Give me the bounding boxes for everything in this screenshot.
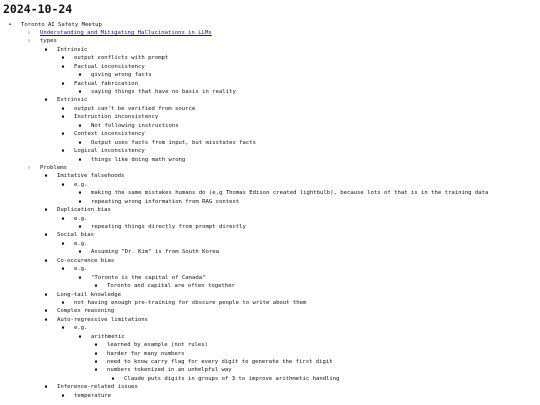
outline-item	[0, 265, 540, 273]
outline-item	[0, 248, 540, 256]
bullet-icon	[43, 383, 49, 391]
bullet-icon	[60, 299, 66, 307]
bullet-icon	[77, 71, 83, 79]
outline-item	[0, 198, 540, 206]
outline-item	[0, 350, 540, 358]
outline-text: Instruction inconsistency	[74, 114, 159, 121]
bullet-icon	[43, 316, 49, 324]
outline-item	[0, 164, 540, 172]
outline-text: making the same mistakes humans do (e.g Thomas Edison created lightbulb), because lots of that is in the training data	[91, 190, 489, 197]
outline-text: "Toronto is the capital of Canada"	[91, 274, 206, 281]
outline-text: Logical inconsistency	[74, 148, 145, 155]
bullet-icon	[93, 282, 99, 290]
bullet-icon	[93, 341, 99, 349]
outline-text: temperature	[74, 392, 112, 399]
outline-item	[0, 96, 540, 104]
outline-item	[0, 358, 540, 366]
bullet-icon	[43, 46, 49, 54]
bullet-icon	[43, 172, 49, 180]
outline-text: Output uses facts from input, but misstates facts	[91, 139, 257, 146]
bullet-icon	[60, 147, 66, 155]
outline-text: output can't be verified from source	[74, 105, 196, 112]
outline-text: output conflicts with prompt	[74, 55, 169, 62]
outline-item	[0, 113, 540, 121]
outline-text: Intrinsic	[57, 46, 88, 53]
outline-text: things like doing math wrong	[91, 156, 186, 163]
outline-item	[0, 46, 540, 54]
outline-item	[0, 274, 540, 282]
bullet-icon	[77, 248, 83, 256]
outline-text: Auto-regressive limitations	[57, 316, 148, 323]
bullet-icon	[60, 54, 66, 62]
outline-item	[0, 71, 540, 79]
outline-item	[0, 105, 540, 113]
outline-text: Toronto AI Safety Meetup	[21, 21, 102, 28]
outline-item	[0, 189, 540, 197]
bullet-icon	[77, 198, 83, 206]
bullet-icon	[77, 223, 83, 231]
bullet-icon	[77, 274, 83, 282]
outline-text: saying things that have no basis in reality	[91, 89, 236, 95]
outline-text: Assuming "Dr. Kim" is from South Korea	[91, 249, 219, 256]
outline-item	[0, 206, 540, 214]
outline-item	[0, 307, 540, 315]
outline-item	[0, 375, 540, 383]
outline-text: numbers tokenized in an unhelpful way	[107, 367, 232, 374]
bullet-icon	[60, 324, 66, 332]
bullet-icon	[77, 189, 83, 197]
outline-item	[0, 54, 540, 62]
outline-item	[0, 181, 540, 189]
bullet-icon	[60, 240, 66, 248]
outline-item	[0, 223, 540, 231]
outline-item	[0, 29, 540, 37]
bullet-icon	[60, 215, 66, 223]
bullet-icon	[60, 130, 66, 138]
outline-item	[0, 156, 540, 164]
bullet-icon	[93, 366, 99, 374]
outline-item	[0, 37, 540, 45]
outline-item	[0, 139, 540, 147]
bullet-icon	[77, 333, 83, 341]
outline-text: Duplication bias	[57, 207, 111, 214]
outline-text: Toronto and capital are often together	[107, 283, 235, 290]
bullet-icon	[60, 392, 66, 400]
bullet-icon	[43, 96, 49, 104]
outline-item	[0, 341, 540, 349]
outline-text: repeating wrong information from RAG context	[91, 198, 240, 205]
outline-text: e.g.	[74, 240, 88, 247]
outline-item	[0, 63, 540, 71]
outline-text: Complex reasoning	[57, 308, 115, 315]
outline-item	[0, 366, 540, 374]
outline-text: e.g.	[74, 215, 88, 222]
outline-text: giving wrong facts	[91, 72, 152, 79]
outline-text: Problems	[40, 164, 67, 171]
bullet-icon	[43, 257, 49, 265]
outline-item	[0, 130, 540, 138]
outline-item	[0, 122, 540, 130]
bullet-icon	[43, 231, 49, 239]
outline-text: Long-tail knowledge	[57, 291, 121, 298]
bullet-icon	[60, 80, 66, 88]
bullet-icon	[43, 206, 49, 214]
outline-text: not having enough pre-training for obscure people to write about them	[74, 299, 307, 306]
outline-text: Factual inconsistency	[74, 63, 145, 70]
outline-list	[0, 21, 540, 401]
outline-text: types	[40, 38, 57, 45]
outline-text: Context inconsistency	[74, 131, 145, 138]
outline-text: need to know carry flag for every digit to generate the first digit	[107, 359, 333, 365]
outline-item	[0, 324, 540, 332]
outline-text: Inference-related issues	[57, 384, 138, 391]
outline-item	[0, 291, 540, 299]
outline-text: Factual fabrication	[74, 80, 138, 87]
outline-item	[0, 80, 540, 88]
page-title: 2024-10-24	[3, 2, 73, 16]
bullet-icon	[93, 350, 99, 358]
bullet-icon	[43, 291, 49, 299]
outline-text: Claude puts digits in groups of 3 to improve arithmetic handling	[124, 375, 340, 382]
bullet-icon	[60, 105, 66, 113]
outline-item	[0, 383, 540, 391]
outline-link[interactable]: Understanding and Mitigating Hallucinations in LLMs	[40, 29, 212, 36]
bullet-icon	[77, 156, 83, 164]
outline-item	[0, 172, 540, 180]
outline-text: Co-occurence bias	[57, 257, 115, 264]
outline-text: repeating things directly from prompt directly	[91, 224, 246, 230]
outline-text: learned by example (not rules)	[107, 342, 209, 349]
bullet-icon	[43, 307, 49, 315]
bullet-icon	[7, 21, 13, 29]
bullet-icon	[110, 375, 116, 383]
bullet-icon	[77, 122, 83, 130]
outline-item	[0, 215, 540, 223]
outline-text: Social bias	[57, 232, 95, 239]
outline-text: harder for many numbers	[107, 350, 185, 357]
outline-item	[0, 88, 540, 96]
outline-item	[0, 231, 540, 239]
bullet-icon	[60, 181, 66, 189]
bullet-icon	[60, 113, 66, 121]
outline-item	[0, 240, 540, 248]
bullet-icon	[77, 88, 83, 96]
outline-item	[0, 333, 540, 341]
bullet-icon	[93, 358, 99, 366]
outline-item	[0, 21, 540, 29]
outline-text: e.g.	[74, 266, 88, 273]
bullet-icon	[60, 63, 66, 71]
outline-item	[0, 282, 540, 290]
outline-item	[0, 316, 540, 324]
outline-text: Not following instructions	[91, 122, 179, 129]
outline-text: arithmetic	[91, 333, 125, 340]
bullet-icon	[60, 265, 66, 273]
outline-item	[0, 147, 540, 155]
outline-text: e.g.	[74, 325, 88, 332]
outline-item	[0, 392, 540, 400]
outline-text: Imitative falsehoods	[57, 173, 125, 180]
outline-text: e.g.	[74, 181, 88, 188]
outline-item	[0, 299, 540, 307]
outline-item	[0, 257, 540, 265]
bullet-icon	[77, 139, 83, 147]
outline-text: Extrinsic	[57, 97, 88, 104]
